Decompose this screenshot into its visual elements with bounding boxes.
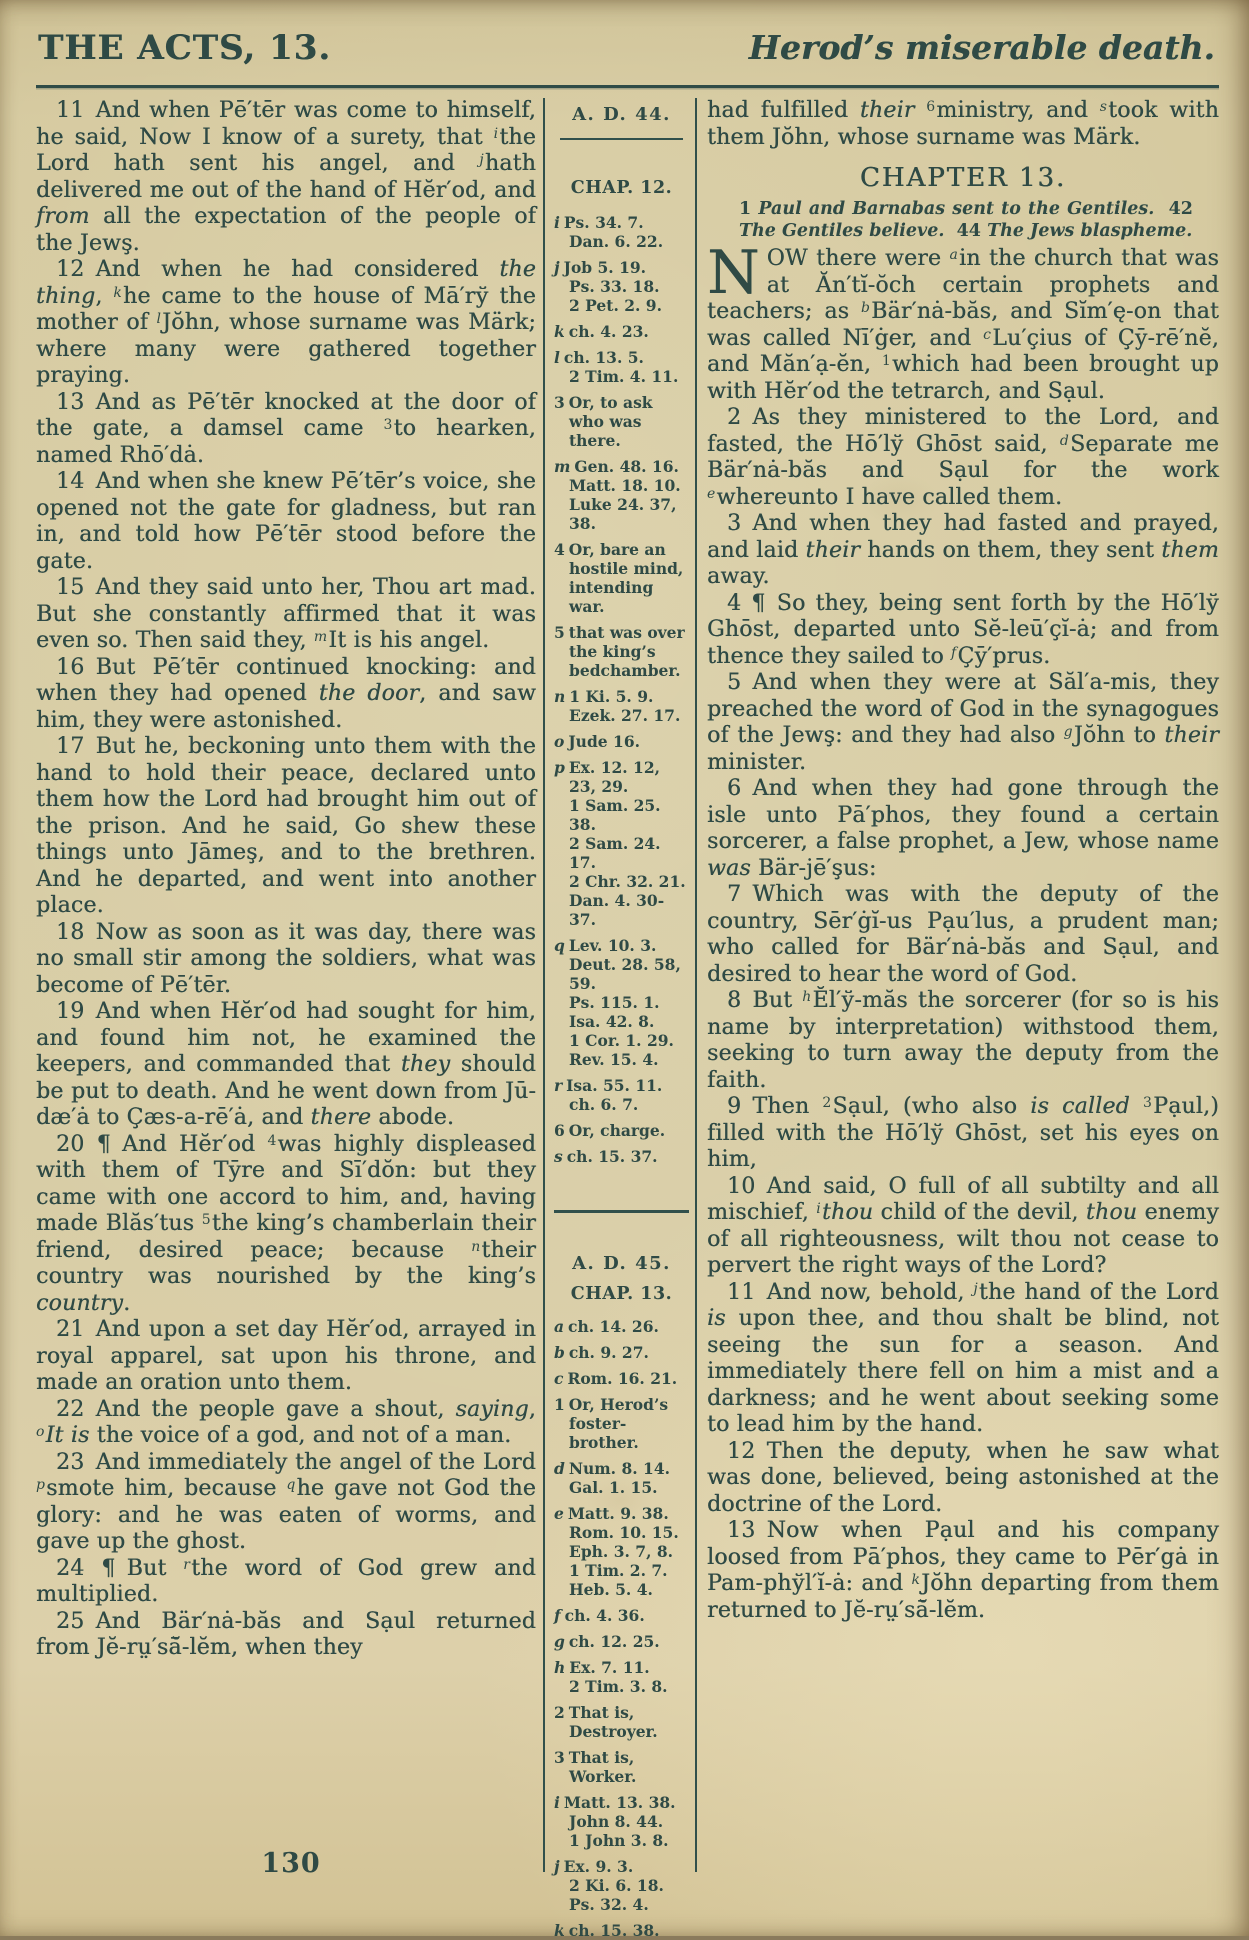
reference-marker: c xyxy=(554,1369,564,1388)
reference-marker: h xyxy=(554,1658,566,1677)
reference-marker: j xyxy=(554,1857,560,1876)
reference-marker: m xyxy=(554,457,571,476)
reference-text: Jude 16. xyxy=(568,732,641,751)
reference-text: Num. 8. 14. Gal. 1. 15. xyxy=(568,1459,671,1497)
reference-marker: g xyxy=(554,1632,565,1651)
verse: 23 And immediately the angel of the Lord $^p$smote him, because $^q$he gave not God the glory: and he was eaten of worms, and gave up the ghost. xyxy=(36,1449,537,1554)
cross-reference xyxy=(554,1921,689,1940)
verse: 24 ¶ But $^r$the word of God grew and multiplied. xyxy=(36,1555,536,1607)
verse: 22 And the people gave a shout, saying, $^o$It is the voice of a god, and not of a man. xyxy=(36,1396,536,1448)
cross-reference xyxy=(554,322,689,341)
reference-text: Gen. 48. 16. Matt. 18. 10. Luke 24. 37, 38. xyxy=(569,457,681,533)
verse: 13 Now when Pạul and his company loosed from Pā′phos, they came to Pēr′gȧ in Pam-phўl′ĭ-ȧ: and $^k$Jŏhn departing from them returned to Jĕ-rṳ′sā̆-lĕm. xyxy=(707,1518,1219,1623)
chapter-label: CHAP. 12. xyxy=(570,178,673,198)
cross-reference xyxy=(554,1658,689,1696)
verse: 16 But Pē′tēr continued knocking: and when they had opened the door, and saw him, they were astonished. xyxy=(36,654,537,733)
reference-marker: 5 xyxy=(554,623,565,642)
cross-reference xyxy=(554,1703,689,1741)
verse: 11 And when Pē′tēr was come to himself, he said, Now I know of a surety, that $^i$the Lord hath sent his angel, and $^j$hath delivered me out of the hand of Hĕr′od, and from all the expectation of the people of the Jewş. xyxy=(36,98,536,256)
verse: 4 ¶ So they, being sent forth by the Hō′lў Ghōst, departed unto Sĕ-leū′çĭ-ȧ; and from thence they sailed to $^f$Çȳ′prus. xyxy=(707,590,1219,669)
chapter-summary: 1 Paul and Barnabas sent to the Gentiles. 42 The Gentiles believe. 44 The Jews blaspheme. xyxy=(739,199,1193,241)
verse: 20 ¶ And Hĕr′od $^4$was highly displeased with them of Tȳre and Sī′dŏn: but they came with one accord to him, and, having made Blăs′tus $^5$the king’s chamberlain their friend, desired peace; because $^n$their country was nourished by the king’s country. xyxy=(36,1131,536,1316)
reference-marker: k xyxy=(554,1921,565,1940)
cross-reference xyxy=(554,1606,689,1625)
verse: 5 And when they were at Săl′a-mis, they preached the word of God in the synagogues of the Jewş: and they had also $^g$Jŏhn to their minister. xyxy=(707,670,1219,775)
center-reference-column xyxy=(543,98,697,1940)
reference-marker: 4 xyxy=(554,540,565,559)
cross-reference xyxy=(554,758,689,929)
text-columns xyxy=(36,98,1220,1940)
cross-reference xyxy=(554,457,689,533)
date-label: A. D. 45. xyxy=(572,1253,671,1274)
reference-text: ch. 4. 36. xyxy=(564,1606,645,1625)
divider-rule xyxy=(560,138,683,140)
reference-text: Ex. 9. 3. 2 Ki. 6. 18. Ps. 32. 4. xyxy=(563,1857,664,1914)
reference-marker: a xyxy=(554,1317,565,1336)
reference-text: Lev. 10. 3. Deut. 28. 58, 59. Ps. 115. 1. Isa. 42. 8. 1 Cor. 1. 29. Rev. 15. 4. xyxy=(568,936,681,1069)
reference-text: Matt. 13. 38. John 8. 44. 1 John 3. 8. xyxy=(563,1793,676,1850)
verse: 8 But $^h$Ĕl′ў-măs the sorcerer (for so is his name by interpretation) withstood them, seeking to turn away the deputy from the faith. xyxy=(707,988,1220,1093)
cross-reference xyxy=(554,1793,689,1850)
reference-marker: r xyxy=(554,1076,563,1095)
reference-text: that was over the king’s bedchamber. xyxy=(568,623,685,680)
cross-reference xyxy=(554,540,689,616)
reference-marker: b xyxy=(554,1343,565,1362)
cross-reference xyxy=(554,1857,689,1914)
reference-text: ch. 14. 26. xyxy=(568,1317,659,1336)
reference-text: ch. 15. 38. xyxy=(568,1921,660,1940)
verse: 12 Then the deputy, when he saw what was done, believed, being astonished at the doctrine of the Lord. xyxy=(707,1438,1219,1517)
cross-reference xyxy=(554,1343,689,1362)
verse: 11 And now, behold, $^j$the hand of the Lord is upon thee, and thou shalt be blind, not seeing the sun for a season. And immediately there fell on him a mist and a darkness; and he went about seeking some to lead him by the hand. xyxy=(707,1279,1219,1437)
reference-marker: 3 xyxy=(554,393,565,412)
verse: 12 And when he had considered the thing, $^k$he came to the house of Mā′rў the mother of $^l$Jŏhn, whose surname was Märk; where many were gathered together praying. xyxy=(36,257,536,388)
reference-text: 1 Ki. 5. 9. Ezek. 27. 17. xyxy=(569,687,681,725)
verse: 15 And they said unto her, Thou art mad. But she constantly affirmed that it was even so. Then said they, $^m$It is his angel. xyxy=(36,575,536,653)
page-title: THE ACTS, 13. xyxy=(38,28,332,68)
page-header xyxy=(38,28,1215,68)
cross-reference xyxy=(554,258,689,315)
reference-text: Ps. 34. 7. Dan. 6. 22. xyxy=(563,213,664,251)
left-column xyxy=(36,98,536,1872)
verse: 6 And when they had gone through the isle unto Pā′phos, they found a certain sorcerer, a false prophet, a Jew, whose name was Bär-jē′şus: xyxy=(707,776,1219,881)
reference-text: Or, bare an hostile mind, intending war. xyxy=(568,540,684,616)
reference-marker: i xyxy=(554,213,560,232)
verse: 21 And upon a set day Hĕr′od, arrayed in royal apparel, sat upon his throne, and made an oration unto them. xyxy=(36,1317,536,1395)
cross-reference xyxy=(554,1748,689,1786)
verse: 25 And Bär′nȧ-băs and Sạul returned from Jĕ-rṳ′sā̆-lĕm, when they xyxy=(36,1608,536,1660)
verse: 7 Which was with the deputy of the country, Sēr′ġĭ-us Pạu′lus, a prudent man; who called for Bär′nȧ-băs and Sạul, and desired to hear the word of God. xyxy=(707,882,1219,987)
reference-text: That is, Destroyer. xyxy=(568,1703,658,1741)
cross-reference xyxy=(554,1459,689,1497)
date-label: A. D. 44. xyxy=(572,104,671,125)
cross-reference xyxy=(554,1369,689,1388)
cross-reference xyxy=(554,687,689,725)
cross-reference xyxy=(554,348,689,386)
cross-reference xyxy=(554,1317,689,1336)
page-number: 130 xyxy=(261,1848,321,1879)
reference-marker: d xyxy=(554,1459,565,1478)
header-rule xyxy=(36,85,1219,88)
reference-marker: 2 xyxy=(554,1703,565,1722)
reference-text: That is, Worker. xyxy=(568,1748,637,1786)
reference-marker: 6 xyxy=(554,1121,565,1140)
reference-text: Ex. 12. 12, 23, 29. 1 Sam. 25. 38. 2 Sam. 24. 17. 2 Chr. 32. 21. Dan. 4. 30-37. xyxy=(568,758,686,929)
reference-text: ch. 12. 25. xyxy=(568,1632,660,1651)
cross-reference xyxy=(554,393,689,450)
reference-marker: i xyxy=(554,1793,560,1812)
cross-reference xyxy=(554,1395,689,1452)
reference-text: Or, Herod’s foster-brother. xyxy=(568,1395,669,1452)
chapter-label: CHAP. 13. xyxy=(570,1284,673,1304)
cross-reference xyxy=(554,1121,689,1140)
reference-marker: q xyxy=(554,936,565,955)
reference-marker: j xyxy=(554,258,560,277)
cross-reference xyxy=(554,936,689,1069)
verse: 9 Then $^2$Sạul, (who also is called $^3$Pạul,) filled with the Hō′lў Ghōst, set his eyes on him, xyxy=(707,1094,1219,1172)
reference-text: ch. 13. 5. 2 Tim. 4. 11. xyxy=(563,348,679,386)
verse xyxy=(707,238,1219,405)
cross-reference xyxy=(554,1076,689,1114)
verse-continuation: had fulfilled their $^6$ministry, and $^s$took with them Jŏhn, whose surname was Märk. xyxy=(707,98,1219,150)
verse-text: OW there were $^a$in the church that was at Ăn′tĭ-ŏch certain prophets and teachers; as $^b$Bär′nȧ-băs, and Sĭm′ę-on that was called Nī′ġer, and $^c$Lu′çius of Çȳ-rē′nĕ, and Măn′ạ-ĕn, $^1$which had been brought up with Hĕr′od the tetrarch, and Sạul. xyxy=(707,246,1219,404)
reference-marker: s xyxy=(554,1147,563,1166)
running-head: Herod’s miserable death. xyxy=(748,28,1215,67)
verse: 2 As they ministered to the Lord, and fasted, the Hō′lў Ghōst said, $^d$Separate me Bär′nȧ-băs and Sạul for the work $^e$whereunto I have called them. xyxy=(707,405,1219,510)
reference-text: Rom. 16. 21. xyxy=(567,1369,678,1388)
reference-text: Job 5. 19. Ps. 33. 18. 2 Pet. 2. 9. xyxy=(563,258,662,315)
cross-reference xyxy=(554,623,689,680)
reference-text: Ex. 7. 11. 2 Tim. 3. 8. xyxy=(569,1658,668,1696)
reference-marker: o xyxy=(554,732,565,751)
reference-text: ch. 9. 27. xyxy=(568,1343,649,1362)
reference-marker: p xyxy=(554,758,565,777)
verse: 10 And said, O full of all subtilty and all mischief, $^i$thou child of the devil, thou enemy of all righteousness, wilt thou not cease to pervert the right ways of the Lord? xyxy=(707,1173,1220,1278)
reference-marker: f xyxy=(554,1606,561,1625)
reference-marker: 1 xyxy=(554,1395,565,1414)
cross-reference xyxy=(554,1504,689,1599)
verse: 19 And when Hĕr′od had sought for him, and found him not, he examined the keepers, and commanded that they should be put to death. And he went down from Jū-dæ′ȧ to Çæs-a-rē′ȧ, and there abode. xyxy=(36,999,536,1130)
reference-text: Matt. 9. 38. Rom. 10. 15. Eph. 3. 7, 8. 1 Tim. 2. 7. Heb. 5. 4. xyxy=(567,1504,679,1599)
cross-reference xyxy=(554,1147,689,1166)
reference-text: Or, charge. xyxy=(568,1121,666,1140)
chapter-heading: CHAPTER 13. xyxy=(859,163,1067,193)
reference-text: Or, to ask who was there. xyxy=(568,393,653,450)
verse: 3 And when they had fasted and prayed, and laid their hands on them, they sent them away. xyxy=(707,511,1219,589)
verse: 18 Now as soon as it was day, there was no small stir among the soldiers, what was become of Pē′tēr. xyxy=(36,919,536,998)
section-divider-rule xyxy=(554,1210,689,1213)
reference-marker: k xyxy=(554,322,565,341)
reference-marker: 3 xyxy=(554,1748,565,1767)
verse: 17 But he, beckoning unto them with the hand to hold their peace, declared unto them how the Lord had brought him out of the prison. And he said, Go shew these things unto Jāmeş, and to the brethren. And he departed, and went into another place. xyxy=(36,734,536,918)
right-column xyxy=(697,98,1219,1872)
drop-cap: N xyxy=(707,238,760,308)
reference-marker: e xyxy=(554,1504,564,1523)
reference-text: ch. 4. 23. xyxy=(568,322,649,341)
reference-marker: n xyxy=(554,687,566,706)
reference-text: ch. 15. 37. xyxy=(566,1147,658,1166)
cross-reference xyxy=(554,732,689,751)
cross-reference xyxy=(554,1632,689,1651)
reference-marker: l xyxy=(554,348,560,367)
reference-text: Isa. 55. 11. ch. 6. 7. xyxy=(566,1076,663,1114)
verse: 13 And as Pē′tēr knocked at the door of the gate, a damsel came $^3$to hearken, named Rhō′dȧ. xyxy=(36,389,536,468)
verse: 14 And when she knew Pē′tēr’s voice, she opened not the gate for gladness, but ran in, and told how Pē′tēr stood before the gate. xyxy=(36,469,536,574)
cross-reference xyxy=(554,213,689,251)
